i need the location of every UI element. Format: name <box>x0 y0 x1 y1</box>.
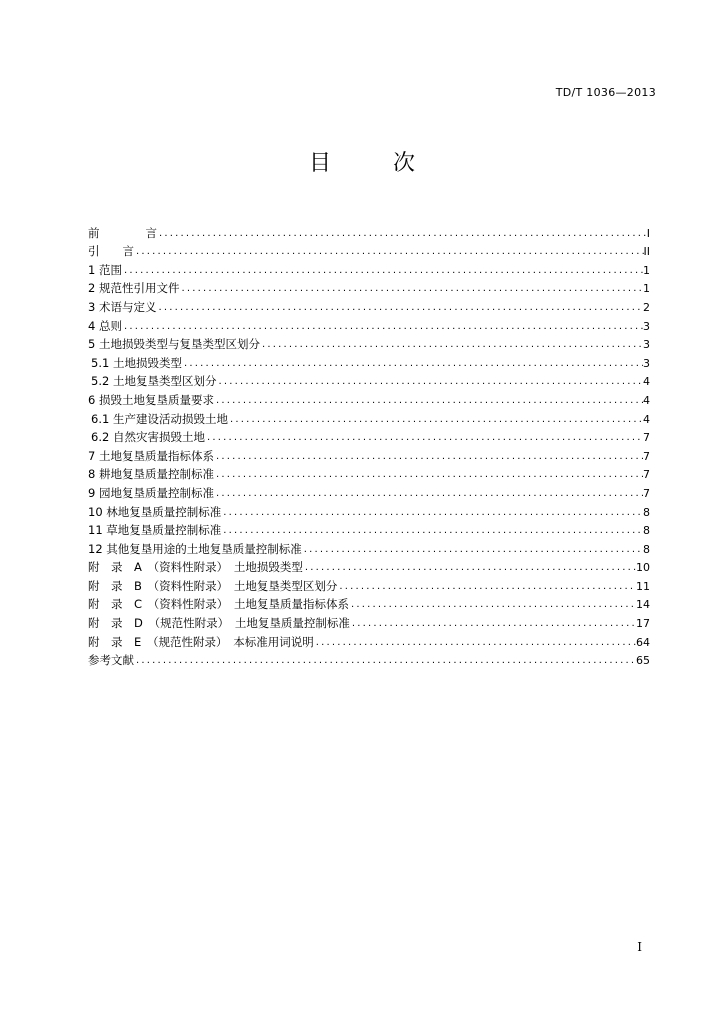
toc-entry-label: 6.1 生产建设活动损毁土地 <box>91 411 228 426</box>
toc-entry-label: 10 林地复垦质量控制标准 <box>88 504 222 519</box>
toc-entry[interactable] <box>88 538 650 557</box>
toc-entry-page: 14 <box>636 598 650 612</box>
toc-entry-label: 附 录 B （资料性附录） 土地复垦类型区划分 <box>88 578 338 593</box>
toc-entry-label: 1 范围 <box>88 262 122 277</box>
toc-entry[interactable] <box>88 612 650 631</box>
page-number: I <box>637 940 642 954</box>
toc-entry-page: 65 <box>636 654 650 668</box>
toc-entry-page: 8 <box>643 505 650 519</box>
document-code: TD/T 1036—2013 <box>555 86 656 99</box>
toc-leader-dots <box>156 301 643 315</box>
toc-leader-dots <box>122 264 643 278</box>
toc-entry-label: 附 录 E （规范性附录） 本标准用词说明 <box>88 634 314 649</box>
toc-entry[interactable] <box>88 408 650 427</box>
toc-entry-page: 1 <box>643 282 650 296</box>
toc-entry-label: 附 录 A （资料性附录） 土地损毁类型 <box>88 560 303 575</box>
toc-entry-label: 7 土地复垦质量指标体系 <box>88 448 214 463</box>
toc-leader-dots <box>260 338 643 352</box>
toc-leader-dots <box>302 543 643 557</box>
toc-entry[interactable] <box>88 389 650 408</box>
toc-leader-dots <box>122 320 643 334</box>
toc-entry-label: 5.2 土地复垦类型区划分 <box>91 374 217 389</box>
table-of-contents <box>88 222 650 668</box>
toc-entry-label: 参考文献 <box>88 653 134 668</box>
toc-entry-label: 6.2 自然灾害损毁土地 <box>91 430 205 445</box>
toc-entry-page: 3 <box>643 356 650 370</box>
toc-entry[interactable] <box>88 650 650 669</box>
toc-entry-label: 9 园地复垦质量控制标准 <box>88 485 214 500</box>
toc-entry-label: 5 土地损毁类型与复垦类型区划分 <box>88 337 260 352</box>
toc-entry-label: 3 术语与定义 <box>88 299 157 314</box>
toc-entry-label: 附 录 D （规范性附录） 土地复垦质量控制标准 <box>88 616 350 631</box>
toc-entry-page: 7 <box>643 449 650 463</box>
toc-entry-page: 4 <box>643 393 650 407</box>
toc-entry[interactable] <box>88 445 650 464</box>
toc-entry-label: 附 录 C （资料性附录） 土地复垦质量指标体系 <box>88 597 350 612</box>
toc-entry-page: 4 <box>643 375 650 389</box>
toc-entry-page: I <box>646 226 650 240</box>
toc-entry-label: 6 损毁土地复垦质量要求 <box>88 392 214 407</box>
toc-leader-dots <box>314 636 636 650</box>
toc-entry-page: 17 <box>636 617 650 631</box>
toc-entry-page: 8 <box>643 524 650 538</box>
toc-entry[interactable] <box>88 296 650 315</box>
toc-entry-label: 2 规范性引用文件 <box>88 281 180 296</box>
toc-leader-dots <box>157 227 647 241</box>
toc-entry-label: 引 言 <box>88 244 134 259</box>
toc-leader-dots <box>221 524 643 538</box>
toc-entry-page: 8 <box>643 542 650 556</box>
toc-entry[interactable] <box>88 557 650 576</box>
toc-entry-page: 11 <box>636 579 650 593</box>
toc-entry[interactable] <box>88 575 650 594</box>
toc-entry-page: 3 <box>643 319 650 333</box>
toc-leader-dots <box>214 487 643 501</box>
toc-entry-label: 11 草地复垦质量控制标准 <box>88 523 222 538</box>
toc-entry[interactable] <box>88 427 650 446</box>
toc-entry-page: 64 <box>636 635 650 649</box>
toc-entry-page: 7 <box>643 486 650 500</box>
toc-leader-dots <box>205 431 643 445</box>
toc-entry-label: 前 言 <box>88 225 157 240</box>
toc-entry[interactable] <box>88 594 650 613</box>
toc-entry[interactable] <box>88 352 650 371</box>
toc-entry[interactable] <box>88 482 650 501</box>
toc-leader-dots <box>350 617 636 631</box>
toc-entry-page: 7 <box>643 468 650 482</box>
toc-leader-dots <box>179 282 643 296</box>
toc-entry-page: 2 <box>643 300 650 314</box>
toc-leader-dots <box>221 506 643 520</box>
toc-entry[interactable] <box>88 334 650 353</box>
toc-entry[interactable] <box>88 520 650 539</box>
toc-entry-page: 1 <box>643 263 650 277</box>
toc-entry[interactable] <box>88 278 650 297</box>
toc-leader-dots <box>214 468 643 482</box>
toc-entry[interactable] <box>88 315 650 334</box>
toc-leader-dots <box>337 580 636 594</box>
toc-leader-dots <box>214 394 643 408</box>
toc-entry-page: II <box>643 245 650 259</box>
toc-leader-dots <box>134 654 636 668</box>
toc-entry[interactable] <box>88 259 650 278</box>
toc-entry-page: 10 <box>636 561 650 575</box>
toc-leader-dots <box>349 598 636 612</box>
toc-entry-label: 8 耕地复垦质量控制标准 <box>88 467 214 482</box>
toc-entry[interactable] <box>88 464 650 483</box>
toc-leader-dots <box>216 375 643 389</box>
toc-entry[interactable] <box>88 371 650 390</box>
toc-leader-dots <box>228 413 643 427</box>
toc-entry-label: 4 总则 <box>88 318 122 333</box>
toc-entry-page: 7 <box>643 431 650 445</box>
toc-leader-dots <box>303 561 636 575</box>
toc-entry[interactable] <box>88 501 650 520</box>
toc-entry-label: 12 其他复垦用途的土地复垦质量控制标准 <box>88 541 302 556</box>
toc-leader-dots <box>134 245 644 259</box>
toc-entry[interactable] <box>88 241 650 260</box>
toc-entry-page: 4 <box>643 412 650 426</box>
toc-leader-dots <box>214 450 643 464</box>
toc-entry[interactable] <box>88 222 650 241</box>
page-title: 目次 <box>308 151 477 176</box>
toc-entry-label: 5.1 土地损毁类型 <box>91 355 182 370</box>
toc-entry[interactable] <box>88 631 650 650</box>
toc-entry-page: 3 <box>643 338 650 352</box>
toc-leader-dots <box>182 357 643 371</box>
